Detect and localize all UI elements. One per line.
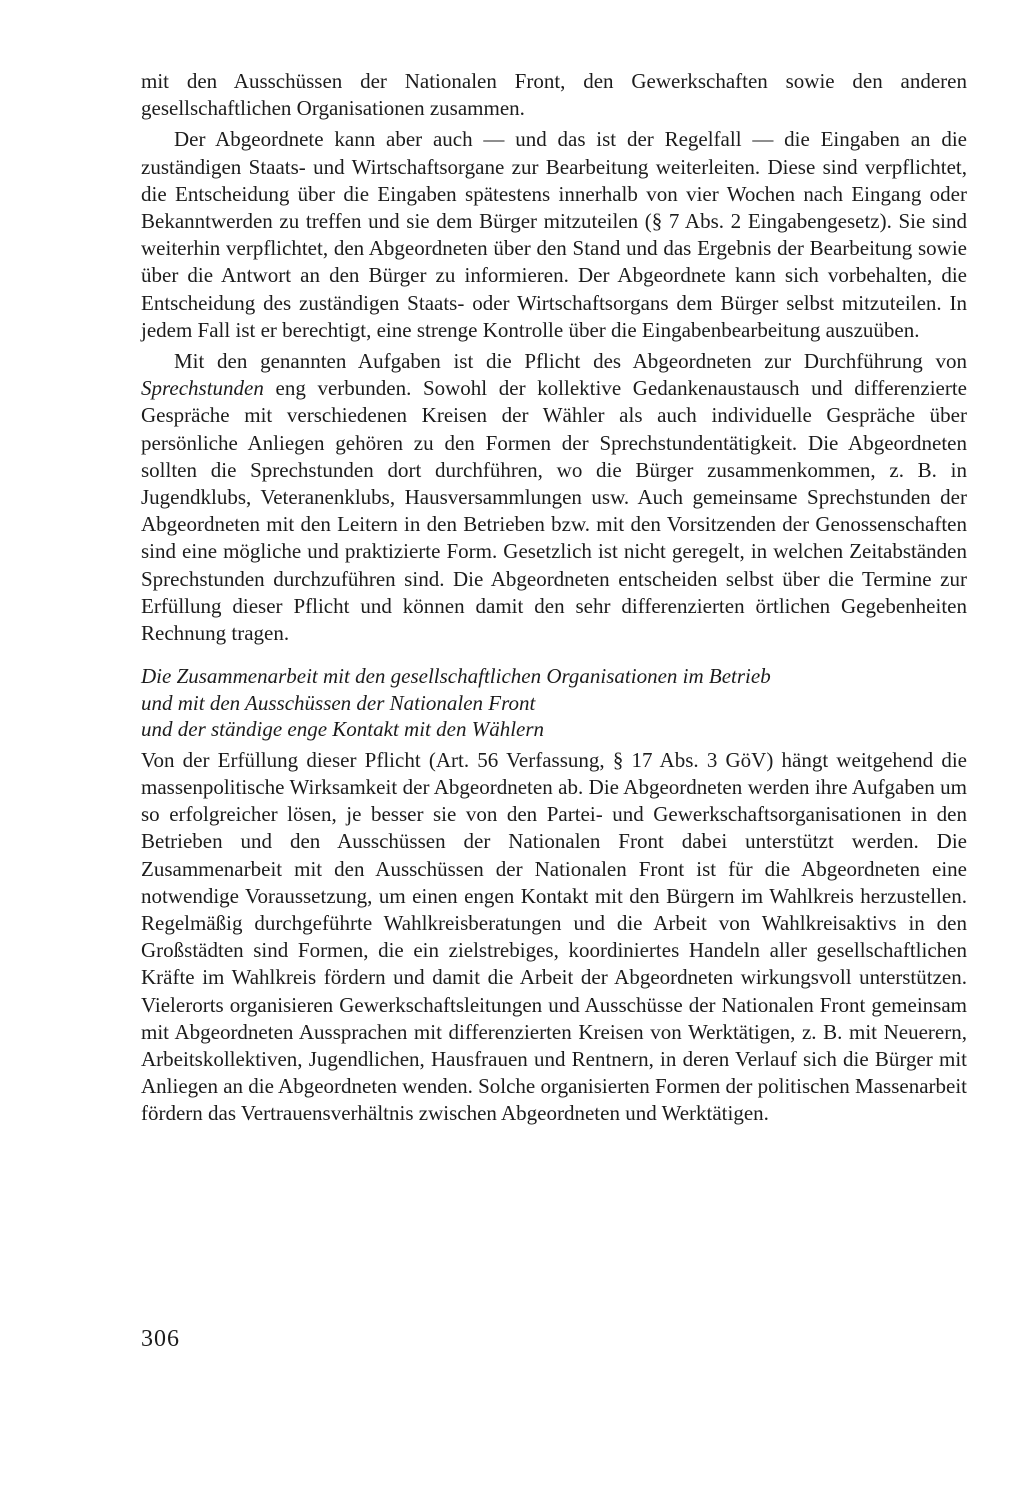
page-body <box>141 68 967 1128</box>
section-heading <box>141 663 967 743</box>
section-heading-line-2: und mit den Ausschüssen der Nationalen Front <box>141 690 536 715</box>
paragraph-3-text-after: eng verbunden. Sowohl der kollektive Gedankenaustausch und differenzierte Gespräche mit verschiedenen Kreisen der Wähler als auch individuelle Gespräche über persönliche Anliegen gehören zu den Formen der Sprechstundentätigkeit. Die Abgeordneten sollten die Sprechstunden dort durchführen, wo die Bürger zusammenkommen, z. B. in Jugendklubs, Veteranenklubs, Hausversammlungen usw. Auch gemeinsame Sprechstunden der Abgeordneten mit den Leitern in den Betrieben bzw. mit den Vorsitzenden der Genossenschaften sind eine mögliche und praktizierte Form. Gesetzlich ist nicht geregelt, in welchen Zeitabständen Sprechstunden durchzuführen sind. Die Abgeordneten entscheiden selbst über die Termine zur Erfüllung dieser Pflicht und können damit den sehr differenzierten örtlichen Gegebenheiten Rechnung tragen. <box>141 376 967 646</box>
section-heading-line-3: und der ständige enge Kontakt mit den Wählern <box>141 717 545 742</box>
paragraph-2: Der Abgeordnete kann aber auch — und das ist der Regelfall — die Eingaben an die zuständigen Staats- und Wirtschaftsorgane zur Bearbeitung weiterleiten. Diese sind verpflichtet, die Entscheidung über die Eingaben spätestens innerhalb von vier Wochen nach Eingang oder Bekanntwerden zu treffen und sie dem Bürger mitzuteilen (§ 7 Abs. 2 Eingabengesetz). Sie sind weiterhin verpflichtet, den Abgeordneten über den Stand und das Ergebnis der Bearbeitung sowie über die Antwort an den Bürger zu informieren. Der Abgeordnete kann sich vorbehalten, die Entscheidung des zuständigen Staats- oder Wirtschaftsorgans dem Bürger selbst mitzuteilen. In jedem Fall ist er berechtigt, eine strenge Kontrolle über die Eingabenbearbeitung auszuüben. <box>141 127 967 342</box>
paragraph-3 <box>141 348 967 647</box>
paragraph-1: mit den Ausschüssen der Nationalen Front, den Gewerkschaften sowie den anderen gesellschaftlichen Organisationen zusammen. <box>141 69 967 121</box>
paragraph-3-emphasis: Sprechstunden <box>141 376 264 401</box>
paragraph-4: Von der Erfüllung dieser Pflicht (Art. 56 Verfassung, § 17 Abs. 3 GöV) hängt weitgehend die massenpolitische Wirksamkeit der Abgeordneten ab. Die Abgeordneten werden ihre Aufgaben um so erfolgreicher lösen, je besser sie von den Partei- und Gewerkschaftsorganisationen in den Betrieben und den Ausschüssen der Nationalen Front dabei unterstützt werden. Die Zusammenarbeit mit den Ausschüssen der Nationalen Front ist für die Abgeordneten eine notwendige Voraussetzung, um einen engen Kontakt mit den Bürgern im Wahlkreis herzustellen. Regelmäßig durchgeführte Wahlkreisberatungen und die Arbeit von Wahlkreisaktivs in den Großstädten sind Formen, die ein zielstrebiges, koordiniertes Handeln aller gesellschaftlichen Kräfte im Wahlkreis fördern und damit die Arbeit der Abgeordneten wirkungsvoll unterstützen. Vielerorts organisieren Gewerkschaftsleitungen und Ausschüsse der Nationalen Front gemeinsam mit Abgeordneten Aussprachen mit differenzierten Kreisen von Werktätigen, z. B. mit Neuerern, Arbeitskollektiven, Jugendlichen, Hausfrauen und Rentnern, in deren Verlauf sich die Bürger mit Anliegen an die Abgeordneten wenden. Solche organisierten Formen der politischen Massenarbeit fördern das Vertrauensverhältnis zwischen Abgeordneten und Werktätigen. <box>141 747 967 1126</box>
page-number: 306 <box>141 1326 180 1352</box>
paragraph-3-text-before: Mit den genannten Aufgaben ist die Pflicht des Abgeordneten zur Durchführung von <box>174 349 967 374</box>
section-heading-line-1: Die Zusammenarbeit mit den gesellschaftlichen Organisationen im Betrieb <box>141 664 771 689</box>
